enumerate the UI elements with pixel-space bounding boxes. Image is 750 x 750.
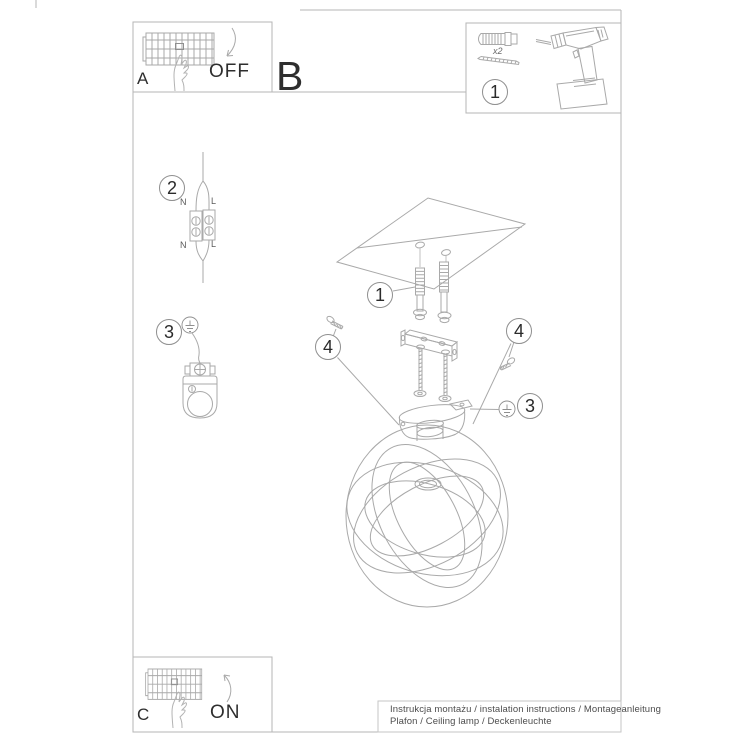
callout3-leader xyxy=(470,409,499,410)
neutral-label-top: N xyxy=(180,197,187,207)
off-arrow-icon xyxy=(227,28,235,56)
anchors-quantity-label: x2 xyxy=(493,46,503,56)
drill-icon xyxy=(536,27,608,109)
mounting-bracket xyxy=(401,330,457,361)
live-label-top: L xyxy=(211,196,217,206)
callout-step1-anchors: 1 xyxy=(367,282,393,308)
callout1-leader xyxy=(393,287,415,291)
hand-icon xyxy=(172,692,187,728)
neutral-label-bottom: N xyxy=(180,240,187,250)
callout-step1-tools: 1 xyxy=(482,79,508,105)
ceiling-panel xyxy=(337,198,525,289)
lamp-shade xyxy=(333,419,520,607)
footer-title-multilang: Instrukcja montażu / instalation instructions / Montageanleitung xyxy=(390,704,661,715)
on-label: ON xyxy=(210,702,241,723)
assembly-illustration xyxy=(326,198,525,607)
panel-b-label: B xyxy=(276,53,304,99)
callout-step3-ground-detail: 3 xyxy=(156,319,182,345)
footer-product-multilang: Plafon / Ceiling lamp / Deckenleuchte xyxy=(390,716,552,727)
callout-step4-left: 4 xyxy=(315,334,341,360)
wall-plug-icon xyxy=(479,33,518,46)
callout-step4-right: 4 xyxy=(506,318,532,344)
ground-detail-illustration xyxy=(182,317,217,418)
expansion-anchors xyxy=(414,262,452,323)
callout4-right-leaders xyxy=(473,342,514,424)
callout4-left-leaders xyxy=(334,329,400,425)
screw-icon xyxy=(478,57,519,65)
long-screws xyxy=(414,345,451,402)
terminal-block-illustration xyxy=(190,152,215,283)
callout-step3-assembly: 3 xyxy=(517,393,543,419)
ground-symbol-icon xyxy=(182,317,198,333)
panel-a-label: A xyxy=(137,69,149,88)
ground-symbol-icon xyxy=(499,401,515,417)
callout-step2-wiring: 2 xyxy=(159,175,185,201)
live-label-bottom: L xyxy=(211,239,217,249)
on-arrow-icon xyxy=(224,675,231,702)
side-screws xyxy=(326,315,516,370)
panel-c-label: C xyxy=(137,705,150,724)
off-label: OFF xyxy=(209,61,250,82)
panel-c-box xyxy=(133,657,272,732)
page-borders xyxy=(36,0,621,732)
